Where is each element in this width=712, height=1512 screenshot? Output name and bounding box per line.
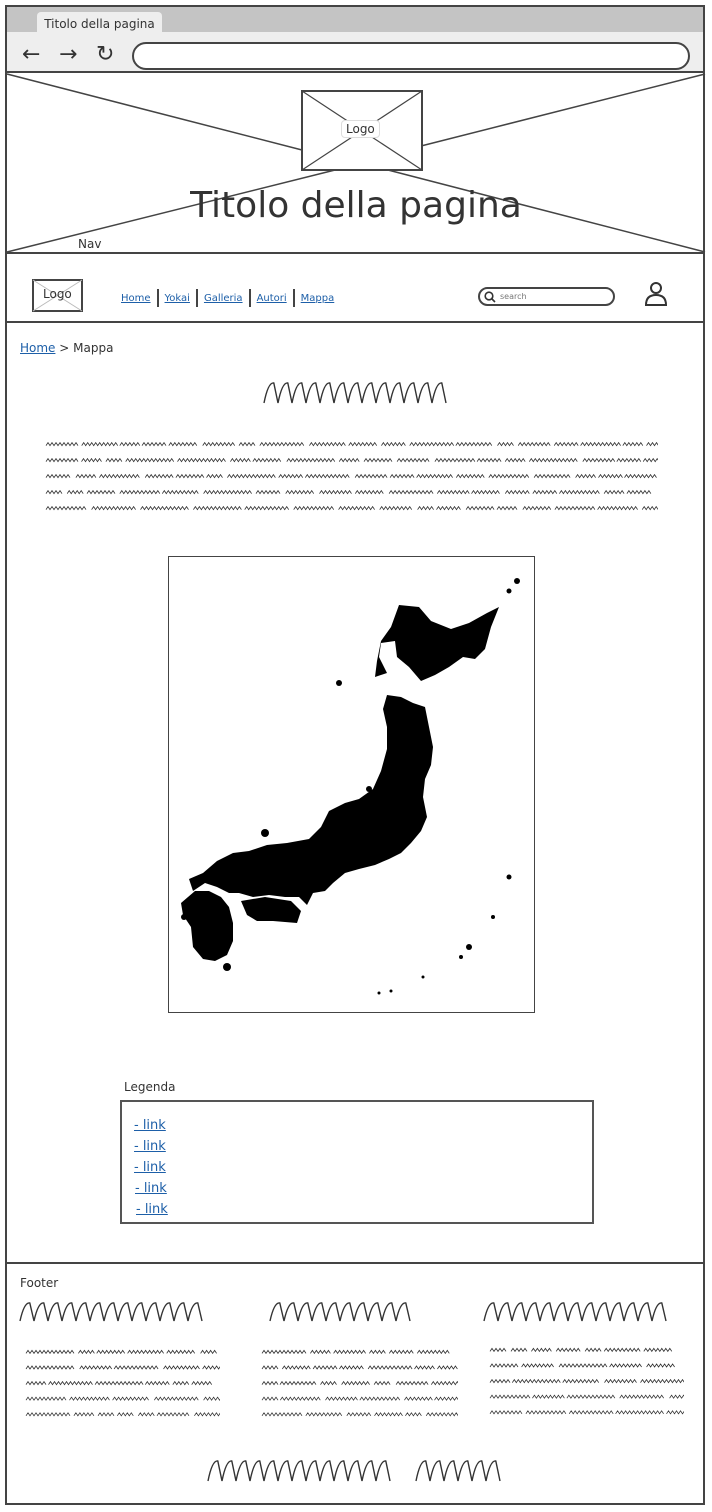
nav-link-mappa[interactable]: Mappa (300, 292, 335, 304)
nav-link-autori[interactable]: Autori (256, 292, 287, 304)
browser-tab[interactable]: Titolo della pagina (37, 12, 162, 36)
forward-arrow-icon[interactable]: → (59, 42, 78, 67)
legend-link[interactable]: - link (136, 1202, 168, 1217)
legend-link[interactable]: - link (134, 1118, 166, 1133)
page-title: Titolo della pagina (190, 185, 522, 226)
reload-icon[interactable]: ↻ (96, 42, 115, 67)
nav-link-yokai[interactable]: Yokai (164, 292, 190, 304)
nav-link-home[interactable]: Home (121, 292, 151, 304)
legend-link[interactable]: - link (134, 1139, 166, 1154)
nav-logo[interactable]: Logo (43, 287, 72, 301)
legend-link[interactable]: - link (135, 1181, 167, 1196)
page-frame (5, 5, 705, 1505)
footer-label: Footer (20, 1276, 59, 1290)
breadcrumb-home[interactable]: Home (20, 341, 56, 355)
breadcrumb-separator: > (59, 341, 70, 355)
breadcrumb-current: Mappa (73, 341, 114, 355)
legend-link[interactable]: - link (134, 1160, 166, 1175)
legend-title: Legenda (124, 1080, 176, 1094)
nav-label: Nav (78, 237, 102, 251)
nav-link-galleria[interactable]: Galleria (203, 292, 243, 304)
search-placeholder: search (500, 292, 527, 301)
back-arrow-icon[interactable]: ← (22, 42, 41, 67)
header-logo: Logo (341, 120, 380, 138)
